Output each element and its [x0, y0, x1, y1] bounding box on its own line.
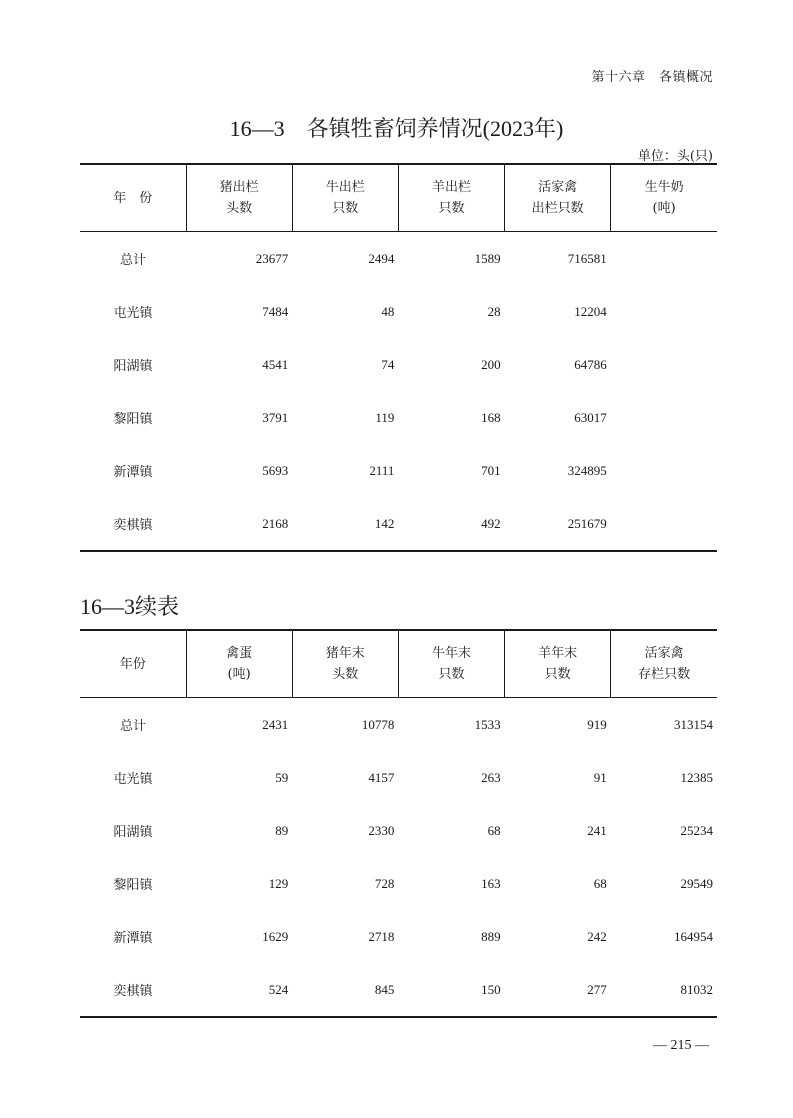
table2-col-header-1-line2: (吨) [227, 667, 251, 682]
table-cell: 716581 [567, 250, 607, 266]
table2 [80, 629, 717, 1018]
table-cell: 728 [374, 875, 395, 891]
row-label: 奕棋镇 [80, 963, 186, 1017]
table-cell: 919 [587, 716, 607, 732]
table-cell: 1629 [262, 928, 289, 944]
table-cell: 4541 [262, 356, 289, 372]
table-cell: 2718 [368, 928, 395, 944]
table1-col-header-0 [80, 164, 186, 232]
table1-col-header-4-line2: 出栏只数 [531, 201, 584, 216]
table-cell: 142 [292, 497, 398, 551]
table1-col-header-5-line2: (吨) [652, 201, 676, 216]
table-cell: 168 [481, 409, 501, 425]
row-label: 新潭镇 [113, 465, 153, 480]
table2-col-header-3 [398, 630, 504, 698]
table-cell: 3791 [262, 409, 289, 425]
table-cell: 29549 [680, 875, 713, 891]
table2-col-header-3-line1: 牛年末 [431, 646, 471, 661]
table1-col-header-3-line2: 只数 [438, 201, 465, 216]
chapter-header: 第十六章 各镇概况 [591, 70, 713, 85]
table2-col-header-4 [505, 630, 611, 698]
table2-col-header-5-line1: 活家禽 [644, 646, 684, 661]
row-label: 新潭镇 [113, 931, 153, 946]
row-label: 奕棋镇 [80, 497, 186, 551]
table2-col-header-2-line2: 头数 [332, 667, 359, 682]
table-cell: 68 [593, 875, 607, 891]
table-cell: 12385 [680, 769, 713, 785]
table2-col-header-1-line1: 禽蛋 [226, 646, 253, 661]
row-label: 阳湖镇 [113, 825, 153, 840]
table-cell: 89 [275, 822, 289, 838]
table2-title: 16—3续表 [80, 594, 180, 619]
row-label: 黎阳镇 [113, 878, 153, 893]
table1-body [80, 232, 717, 552]
table-cell: 492 [398, 497, 504, 551]
table-cell: 2494 [368, 250, 395, 266]
table-cell: 2431 [262, 716, 289, 732]
table-cell: 324895 [567, 462, 607, 478]
table-cell: 2111 [369, 462, 395, 478]
table2-header-row [80, 630, 717, 698]
table-cell: 25234 [680, 822, 713, 838]
table-cell: 277 [505, 963, 611, 1017]
table-cell: 164954 [674, 928, 713, 944]
table-cell: 12204 [574, 303, 607, 319]
table-cell: 64786 [574, 356, 607, 372]
table-cell: 889 [481, 928, 501, 944]
table2-col-header-0 [80, 630, 186, 698]
table-cell: 119 [375, 409, 395, 425]
table-cell: 241 [587, 822, 607, 838]
table-cell: 23677 [255, 250, 289, 266]
table2-col-header-4-line1: 羊年末 [538, 646, 578, 661]
table-cell [611, 338, 717, 391]
table-cell: 701 [481, 462, 501, 478]
table-cell: 242 [587, 928, 607, 944]
table2-col-header-4-line2: 只数 [544, 667, 571, 682]
table-cell: 91 [593, 769, 607, 785]
row-label: 屯光镇 [113, 772, 153, 787]
table-cell: 524 [186, 963, 292, 1017]
table1-col-header-3-line1: 羊出栏 [431, 180, 471, 195]
table2-header [80, 630, 717, 698]
table1-col-header-1-line2: 头数 [226, 201, 253, 216]
table-row [80, 391, 717, 444]
table-cell [611, 232, 717, 286]
table1-col-header-4-line1: 活家禽 [538, 180, 578, 195]
table-row [80, 963, 717, 1017]
table-cell: 845 [292, 963, 398, 1017]
table-cell: 1589 [474, 250, 501, 266]
table-row [80, 751, 717, 804]
table-row [80, 804, 717, 857]
table-cell: 68 [487, 822, 501, 838]
table-cell: 5693 [262, 462, 289, 478]
table2-col-header-5 [611, 630, 717, 698]
row-label: 屯光镇 [113, 306, 153, 321]
table-cell: 251679 [505, 497, 611, 551]
table-cell: 10778 [361, 716, 395, 732]
table-cell [611, 285, 717, 338]
table1-col-header-5 [611, 164, 717, 232]
table-cell: 313154 [674, 716, 713, 732]
table-cell: 163 [481, 875, 501, 891]
page-number: — 215 — [653, 1038, 709, 1053]
table1-col-header-2-line1: 牛出栏 [325, 180, 365, 195]
table1-title: 16—3 各镇牲畜饲养情况(2023年) [229, 116, 564, 141]
table-row [80, 910, 717, 963]
table-cell: 28 [487, 303, 501, 319]
table-row [80, 232, 717, 286]
table1-col-header-5-line1: 生牛奶 [644, 180, 684, 195]
table2-col-header-0-line1: 年份 [119, 656, 146, 672]
table-row [80, 497, 717, 551]
row-label: 阳湖镇 [113, 359, 153, 374]
table1-col-header-3 [398, 164, 504, 232]
table1-header-row [80, 164, 717, 232]
table1 [80, 163, 717, 552]
table-cell: 200 [481, 356, 501, 372]
row-label: 总计 [119, 253, 146, 268]
table-cell [611, 391, 717, 444]
row-label: 黎阳镇 [113, 412, 153, 427]
table1-col-header-2-line2: 只数 [332, 201, 359, 216]
table-cell: 129 [268, 875, 289, 891]
table-row [80, 338, 717, 391]
table-cell: 74 [381, 356, 395, 372]
table2-col-header-2-line1: 猪年末 [325, 646, 365, 661]
table-cell: 2168 [186, 497, 292, 551]
table-row [80, 698, 717, 752]
table-cell: 81032 [611, 963, 717, 1017]
table2-body [80, 698, 717, 1018]
table-cell: 7484 [262, 303, 289, 319]
row-label: 总计 [119, 719, 146, 734]
table-cell [611, 497, 717, 551]
table1-col-header-0-line1: 年 份 [113, 190, 153, 206]
table1-unit: 单位：头(只) [637, 149, 713, 164]
table-row [80, 285, 717, 338]
table-row [80, 444, 717, 497]
table-cell: 63017 [574, 409, 607, 425]
table1-col-header-1-line1: 猪出栏 [219, 180, 259, 195]
table-cell: 263 [481, 769, 501, 785]
table1-col-header-2 [292, 164, 398, 232]
table-cell: 1533 [474, 716, 501, 732]
table2-col-header-2 [292, 630, 398, 698]
table2-col-header-1 [186, 630, 292, 698]
table-cell [611, 444, 717, 497]
table-cell: 59 [275, 769, 289, 785]
table1-col-header-4 [505, 164, 611, 232]
table2-col-header-5-line2: 存栏只数 [638, 667, 691, 682]
table-cell: 2330 [368, 822, 395, 838]
table-cell: 48 [381, 303, 395, 319]
table1-header [80, 164, 717, 232]
table1-col-header-1 [186, 164, 292, 232]
table-cell: 4157 [368, 769, 395, 785]
table-row [80, 857, 717, 910]
table-cell: 150 [398, 963, 504, 1017]
table2-col-header-3-line2: 只数 [438, 667, 465, 682]
